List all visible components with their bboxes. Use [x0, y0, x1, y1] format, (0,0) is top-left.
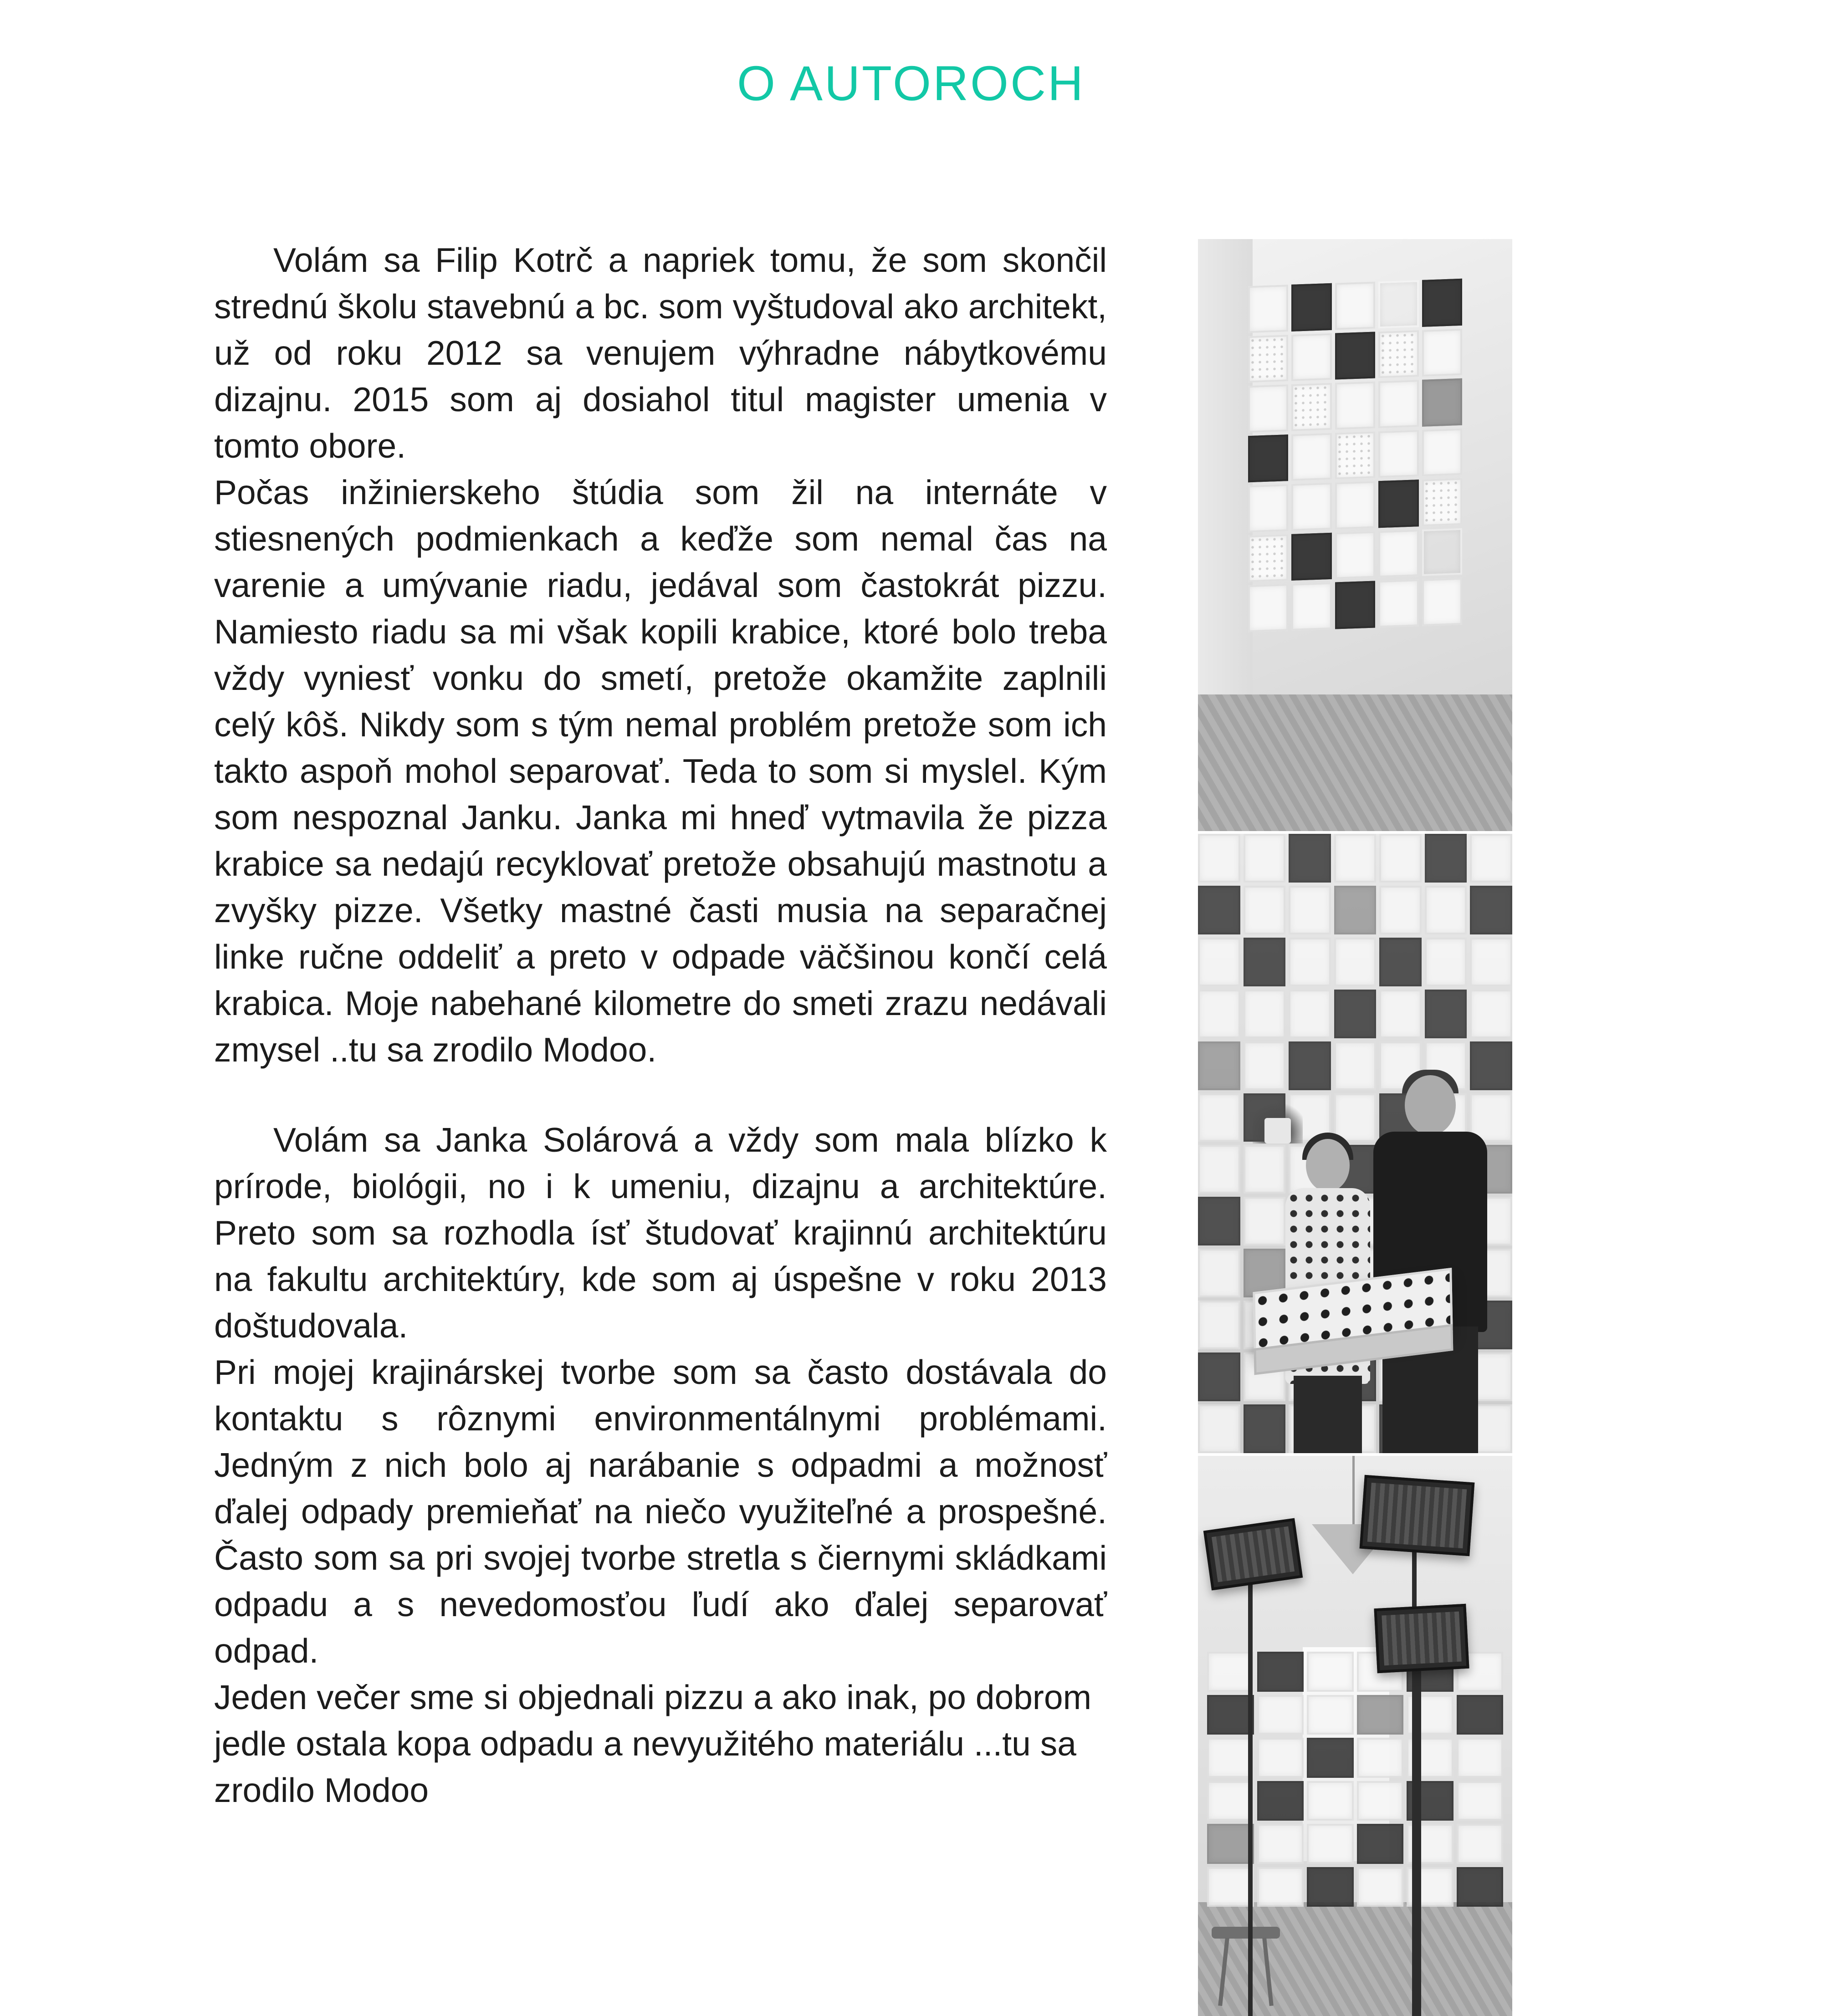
shelf-cell	[1425, 834, 1467, 883]
paragraph-spacer	[214, 1073, 1107, 1117]
shelf-cell	[1248, 584, 1288, 633]
shelf-cell	[1335, 332, 1375, 380]
shelf-cell	[1457, 1738, 1504, 1778]
shelf-cell	[1244, 938, 1286, 986]
shelf-cell	[1198, 1249, 1240, 1297]
shelf-cell	[1207, 1867, 1254, 1907]
shelf-cell	[1307, 1738, 1354, 1778]
shelf-cell	[1244, 886, 1286, 934]
shelf-cell	[1425, 938, 1467, 986]
light-stand	[1248, 1579, 1253, 2016]
shelf-cell	[1244, 990, 1286, 1038]
shelf-cell	[1335, 382, 1375, 430]
paragraph-filip-story: Počas inžinierskeho štúdia som žil na internáte v stiesnených podmienkach a keďže som nemal čas na varenie a umývanie riadu, jedával som častokrát pizzu. Namiesto riadu sa mi však kopili krabice, ktoré bolo treba vždy vyniesť vonku do smetí, pretože okamžite zaplnili celý kôš. Nikdy som s tým nemal problém pretože som ich takto aspoň mohol separovať. Teda to som si myslel. Kým som nespoznal Janku. Janka mi hneď vytmavila že pizza krabice sa nedajú recyklovať pretože obsahujú mastnotu a zvyšky pizze. Všetky mastné časti musia na separačnej linke ručne oddeliť a preto v odpade väčšinou končí celá krabica. Moje nabehané kilometre do smeti zrazu nedávali zmysel ..tu sa zrodilo Modoo.	[214, 473, 1107, 1069]
shelf-cell	[1379, 938, 1422, 986]
shelf-cell	[1307, 1781, 1354, 1821]
shelf-cell	[1248, 534, 1288, 582]
shelf-cell	[1457, 1695, 1504, 1735]
shelf-cell	[1470, 938, 1512, 986]
photo-authors-with-box	[1198, 834, 1512, 1453]
shelf-cell	[1357, 1824, 1404, 1864]
shelf-cell	[1198, 938, 1240, 986]
light-panel	[1382, 1612, 1462, 1666]
shelf-cell	[1207, 1781, 1254, 1821]
shelf-cell	[1422, 279, 1462, 327]
shelf-cell	[1257, 1738, 1304, 1778]
shelf-cell	[1422, 328, 1462, 377]
shelf-cell	[1470, 886, 1512, 934]
paragraph-janka-story: Pri mojej krajinárskej tvorbe som sa často dostávala do kontaktu s rôznymi environmentálnymi problémami. Jedným z nich bolo aj narábanie s odpadmi a možnosť ďalej odpady premieňať na niečo využiteľné a prospešné. Často som sa pri svojej tvorbe stretla s čiernymi skládkami odpadu a s nevedomosťou ľudí ako ďalej separovať odpad.	[214, 1353, 1107, 1670]
shelf-cell	[1289, 938, 1331, 986]
shelf-cell	[1207, 1695, 1254, 1735]
shelf-cell	[1334, 990, 1377, 1038]
shelf-cell	[1289, 834, 1331, 883]
studio-light-icon	[1374, 1604, 1469, 1673]
page-title: O AUTOROCH	[737, 56, 1085, 111]
head	[1306, 1139, 1350, 1192]
shelf-cell	[1378, 480, 1418, 528]
shelf-cell	[1291, 533, 1331, 581]
shelf-cell	[1257, 1824, 1304, 1864]
shelf-cell	[1457, 1781, 1504, 1821]
shelf-cell	[1291, 433, 1331, 481]
shelf-cell	[1291, 582, 1331, 631]
shelf-cell	[1207, 1824, 1254, 1864]
photo-shelf-wall	[1198, 239, 1512, 831]
light-panel	[1212, 1526, 1295, 1582]
shelf-cell	[1378, 330, 1418, 378]
paragraph-filip-intro: Volám sa Filip Kotrč a napriek tomu, že som skončil strednú školu stavebnú a bc. som vyštudoval ako architekt, už od roku 2012 sa venujem výhradne nábytkovému dizajnu. 2015 som aj dosiahol titul magister umenia v tomto obore.	[214, 241, 1107, 465]
shelf-cell	[1335, 581, 1375, 629]
paragraph-janka-intro: Volám sa Janka Solárová a vždy som mala blízko k prírode, biológii, no i k umeniu, dizajnu a architektúre. Preto som sa rozhodla ísť študovať krajinnú architektúru na fakultu architektúry, kde som aj úspešne v roku 2013 doštudovala.	[214, 1121, 1107, 1345]
shelf-cell	[1334, 886, 1377, 934]
shelf-cell	[1307, 1652, 1354, 1692]
stool	[1212, 1927, 1280, 1939]
shelf-cell	[1357, 1695, 1404, 1735]
shelf-cell	[1289, 990, 1331, 1038]
shelf-cell	[1257, 1695, 1304, 1735]
shelf-cell	[1422, 478, 1462, 526]
shelf-cell	[1198, 1404, 1240, 1453]
shelf-cell	[1198, 990, 1240, 1038]
shelf-cell	[1378, 430, 1418, 478]
shelf-cell	[1378, 580, 1418, 628]
shelf-cell	[1198, 1197, 1240, 1245]
shelf-cell	[1198, 1145, 1240, 1194]
shelf-cell	[1248, 484, 1288, 532]
studio-light-icon	[1203, 1518, 1303, 1591]
photo-column	[1198, 239, 1512, 2016]
shelf-cell	[1248, 384, 1288, 433]
plant-decoration	[1253, 1089, 1303, 1143]
shelf-cell	[1198, 1093, 1240, 1142]
shelf-cell	[1379, 886, 1422, 934]
shelf-cell	[1378, 530, 1418, 578]
paragraph-janka-story-2: Jeden večer sme si objednali pizzu a ako inak, po dobrom jedle ostala kopa odpadu a nevyužitého materiálu ...tu sa zrodilo Modoo	[214, 1678, 1092, 1809]
article-text-column	[214, 237, 1107, 1813]
shelf-cell	[1198, 1041, 1240, 1090]
shelf-cell	[1291, 483, 1331, 531]
shelf-cell	[1470, 834, 1512, 883]
shelf-cell	[1198, 886, 1240, 934]
shelf-cell	[1257, 1781, 1304, 1821]
shelf-cell	[1378, 280, 1418, 328]
shelf-cell	[1291, 283, 1331, 332]
shelf-cell	[1335, 531, 1375, 579]
shelf-cell	[1289, 1041, 1331, 1090]
light-stand	[1417, 1665, 1421, 2016]
shelf-cell	[1198, 834, 1240, 883]
light-panel	[1367, 1483, 1467, 1548]
shelf-cell	[1307, 1867, 1354, 1907]
modular-shelf-grid	[1248, 279, 1462, 632]
shelf-cell	[1248, 285, 1288, 333]
shelf-cell	[1379, 834, 1422, 883]
shelf-cell	[1307, 1695, 1354, 1735]
head	[1405, 1075, 1456, 1135]
person-filip	[1362, 1075, 1499, 1453]
shelf-cell	[1291, 383, 1331, 431]
shelf-cell	[1198, 1301, 1240, 1349]
shelf-cell	[1335, 431, 1375, 480]
shelf-cell	[1307, 1824, 1354, 1864]
photo-studio-lights	[1198, 1456, 1512, 2016]
shelf-cell	[1207, 1652, 1254, 1692]
legs	[1294, 1376, 1362, 1453]
shelf-cell	[1248, 335, 1288, 383]
shelf-cell	[1357, 1867, 1404, 1907]
parquet-floor	[1198, 1902, 1512, 2016]
shelf-cell	[1257, 1867, 1304, 1907]
shelf-cell	[1334, 834, 1377, 883]
shelf-cell	[1457, 1867, 1504, 1907]
shelf-cell	[1470, 990, 1512, 1038]
studio-light-icon	[1360, 1475, 1475, 1556]
shelf-cell	[1422, 428, 1462, 476]
shelf-cell	[1378, 380, 1418, 428]
shelf-cell	[1335, 481, 1375, 530]
shelf-cell	[1334, 938, 1377, 986]
shelf-cell	[1198, 1353, 1240, 1401]
shelf-cell	[1248, 434, 1288, 483]
shelf-cell	[1335, 281, 1375, 330]
shelf-cell	[1244, 834, 1286, 883]
shelf-cell	[1422, 378, 1462, 427]
shelf-cell	[1244, 1041, 1286, 1090]
shelf-cell	[1422, 528, 1462, 577]
shelf-cell	[1291, 333, 1331, 381]
shelf-cell	[1425, 886, 1467, 934]
shelf-cell	[1207, 1738, 1254, 1778]
shelf-cell	[1257, 1652, 1304, 1692]
lamp-cord	[1352, 1456, 1355, 1524]
parquet-floor	[1198, 694, 1512, 831]
shelf-cell	[1289, 886, 1331, 934]
shelf-cell	[1357, 1738, 1404, 1778]
shelf-cell	[1379, 990, 1422, 1038]
shelf-cell	[1357, 1781, 1404, 1821]
shelf-cell	[1457, 1824, 1504, 1864]
shelf-cell	[1425, 990, 1467, 1038]
shelf-cell	[1422, 578, 1462, 626]
